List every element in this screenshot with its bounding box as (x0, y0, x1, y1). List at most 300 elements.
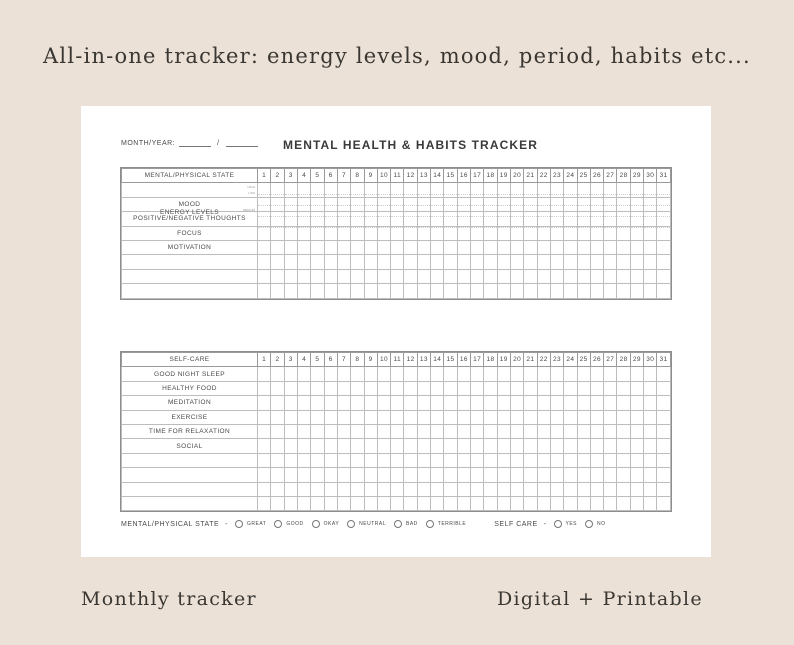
tracker-cell[interactable] (617, 284, 630, 298)
tracker-cell[interactable] (457, 453, 470, 467)
tracker-cell[interactable] (644, 240, 657, 254)
energy-cell[interactable] (324, 183, 337, 197)
tracker-cell[interactable] (564, 367, 577, 381)
tracker-cell[interactable] (311, 240, 324, 254)
tracker-cell[interactable] (377, 255, 390, 269)
tracker-cell[interactable] (337, 439, 350, 453)
tracker-cell[interactable] (471, 453, 484, 467)
tracker-cell[interactable] (537, 453, 550, 467)
tracker-cell[interactable] (524, 439, 537, 453)
tracker-cell[interactable] (524, 284, 537, 298)
tracker-cell[interactable] (351, 482, 364, 496)
tracker-cell[interactable] (297, 269, 310, 283)
tracker-cell[interactable] (484, 240, 497, 254)
tracker-cell[interactable] (297, 212, 310, 226)
tracker-cell[interactable] (417, 255, 430, 269)
tracker-cell[interactable] (617, 424, 630, 438)
tracker-cell[interactable] (524, 269, 537, 283)
tracker-cell[interactable] (271, 410, 284, 424)
tracker-cell[interactable] (324, 381, 337, 395)
tracker-cell[interactable] (484, 468, 497, 482)
tracker-cell[interactable] (590, 367, 603, 381)
tracker-cell[interactable] (417, 212, 430, 226)
tracker-cell[interactable] (604, 396, 617, 410)
tracker-cell[interactable] (258, 396, 271, 410)
tracker-cell[interactable] (351, 424, 364, 438)
tracker-cell[interactable] (297, 255, 310, 269)
tracker-cell[interactable] (604, 212, 617, 226)
tracker-cell[interactable] (417, 453, 430, 467)
tracker-cell[interactable] (351, 439, 364, 453)
tracker-cell[interactable] (258, 496, 271, 510)
energy-cell[interactable] (337, 183, 350, 197)
tracker-cell[interactable] (324, 240, 337, 254)
tracker-cell[interactable] (604, 468, 617, 482)
tracker-cell[interactable] (497, 439, 510, 453)
tracker-cell[interactable] (297, 284, 310, 298)
tracker-cell[interactable] (297, 496, 310, 510)
tracker-cell[interactable] (644, 284, 657, 298)
tracker-cell[interactable] (258, 240, 271, 254)
tracker-cell[interactable] (391, 453, 404, 467)
tracker-cell[interactable] (657, 453, 671, 467)
tracker-cell[interactable] (564, 439, 577, 453)
tracker-cell[interactable] (284, 284, 297, 298)
tracker-cell[interactable] (537, 367, 550, 381)
tracker-cell[interactable] (644, 453, 657, 467)
tracker-cell[interactable] (444, 240, 457, 254)
tracker-cell[interactable] (457, 284, 470, 298)
tracker-cell[interactable] (657, 482, 671, 496)
energy-cell[interactable] (590, 183, 603, 197)
tracker-cell[interactable] (577, 269, 590, 283)
tracker-cell[interactable] (284, 482, 297, 496)
tracker-cell[interactable] (564, 240, 577, 254)
tracker-cell[interactable] (258, 453, 271, 467)
tracker-cell[interactable] (644, 212, 657, 226)
tracker-cell[interactable] (417, 240, 430, 254)
tracker-cell[interactable] (377, 212, 390, 226)
tracker-cell[interactable] (471, 381, 484, 395)
energy-cell[interactable] (630, 183, 643, 197)
tracker-cell[interactable] (471, 255, 484, 269)
tracker-cell[interactable] (617, 367, 630, 381)
tracker-cell[interactable] (297, 424, 310, 438)
tracker-cell[interactable] (510, 367, 523, 381)
tracker-cell[interactable] (484, 396, 497, 410)
tracker-cell[interactable] (471, 482, 484, 496)
tracker-cell[interactable] (497, 240, 510, 254)
tracker-cell[interactable] (657, 367, 671, 381)
tracker-cell[interactable] (550, 496, 563, 510)
tracker-cell[interactable] (577, 212, 590, 226)
tracker-cell[interactable] (311, 381, 324, 395)
tracker-cell[interactable] (564, 255, 577, 269)
tracker-cell[interactable] (604, 410, 617, 424)
tracker-cell[interactable] (644, 482, 657, 496)
tracker-cell[interactable] (377, 410, 390, 424)
tracker-cell[interactable] (617, 468, 630, 482)
tracker-cell[interactable] (391, 212, 404, 226)
tracker-cell[interactable] (630, 212, 643, 226)
tracker-cell[interactable] (471, 284, 484, 298)
tracker-cell[interactable] (337, 381, 350, 395)
tracker-cell[interactable] (457, 439, 470, 453)
tracker-cell[interactable] (431, 482, 444, 496)
tracker-cell[interactable] (564, 396, 577, 410)
energy-cell[interactable] (457, 183, 470, 197)
tracker-cell[interactable] (590, 396, 603, 410)
tracker-cell[interactable] (271, 453, 284, 467)
tracker-cell[interactable] (284, 439, 297, 453)
tracker-cell[interactable] (337, 396, 350, 410)
energy-cell[interactable] (644, 183, 657, 197)
tracker-cell[interactable] (377, 439, 390, 453)
energy-cell[interactable] (537, 183, 550, 197)
tracker-cell[interactable] (431, 424, 444, 438)
tracker-cell[interactable] (497, 367, 510, 381)
tracker-cell[interactable] (617, 381, 630, 395)
tracker-cell[interactable] (417, 468, 430, 482)
tracker-cell[interactable] (497, 284, 510, 298)
tracker-cell[interactable] (471, 468, 484, 482)
tracker-cell[interactable] (324, 255, 337, 269)
tracker-cell[interactable] (471, 367, 484, 381)
tracker-cell[interactable] (364, 482, 377, 496)
tracker-cell[interactable] (284, 269, 297, 283)
tracker-cell[interactable] (297, 453, 310, 467)
tracker-cell[interactable] (644, 255, 657, 269)
tracker-cell[interactable] (590, 255, 603, 269)
tracker-cell[interactable] (484, 439, 497, 453)
tracker-cell[interactable] (644, 381, 657, 395)
tracker-cell[interactable] (324, 453, 337, 467)
energy-cell[interactable] (258, 183, 271, 197)
tracker-cell[interactable] (391, 240, 404, 254)
tracker-cell[interactable] (457, 381, 470, 395)
tracker-cell[interactable] (524, 396, 537, 410)
tracker-cell[interactable] (271, 496, 284, 510)
tracker-cell[interactable] (297, 396, 310, 410)
year-blank[interactable] (226, 141, 258, 147)
tracker-cell[interactable] (657, 424, 671, 438)
tracker-cell[interactable] (537, 212, 550, 226)
tracker-cell[interactable] (484, 496, 497, 510)
tracker-cell[interactable] (391, 468, 404, 482)
tracker-cell[interactable] (564, 269, 577, 283)
tracker-cell[interactable] (577, 367, 590, 381)
tracker-cell[interactable] (644, 496, 657, 510)
tracker-cell[interactable] (284, 424, 297, 438)
tracker-cell[interactable] (497, 381, 510, 395)
tracker-cell[interactable] (510, 496, 523, 510)
tracker-cell[interactable] (284, 367, 297, 381)
tracker-cell[interactable] (630, 381, 643, 395)
tracker-cell[interactable] (564, 424, 577, 438)
energy-cell[interactable] (497, 183, 510, 197)
tracker-cell[interactable] (431, 367, 444, 381)
tracker-cell[interactable] (337, 482, 350, 496)
tracker-cell[interactable] (271, 212, 284, 226)
energy-cell[interactable] (377, 183, 390, 197)
tracker-cell[interactable] (351, 269, 364, 283)
tracker-cell[interactable] (644, 424, 657, 438)
tracker-cell[interactable] (537, 381, 550, 395)
tracker-cell[interactable] (550, 453, 563, 467)
energy-cell[interactable] (284, 183, 297, 197)
tracker-cell[interactable] (564, 468, 577, 482)
tracker-cell[interactable] (351, 284, 364, 298)
tracker-cell[interactable] (311, 439, 324, 453)
tracker-cell[interactable] (524, 212, 537, 226)
tracker-cell[interactable] (404, 396, 417, 410)
tracker-cell[interactable] (577, 468, 590, 482)
tracker-cell[interactable] (524, 381, 537, 395)
tracker-cell[interactable] (258, 482, 271, 496)
tracker-cell[interactable] (404, 269, 417, 283)
tracker-cell[interactable] (258, 255, 271, 269)
tracker-cell[interactable] (391, 269, 404, 283)
energy-cell[interactable] (471, 183, 484, 197)
tracker-cell[interactable] (537, 482, 550, 496)
tracker-cell[interactable] (444, 453, 457, 467)
tracker-cell[interactable] (457, 410, 470, 424)
tracker-cell[interactable] (550, 212, 563, 226)
tracker-cell[interactable] (337, 424, 350, 438)
tracker-cell[interactable] (537, 468, 550, 482)
tracker-cell[interactable] (604, 496, 617, 510)
tracker-cell[interactable] (351, 367, 364, 381)
energy-cell[interactable] (657, 183, 671, 197)
tracker-cell[interactable] (630, 424, 643, 438)
tracker-cell[interactable] (550, 269, 563, 283)
tracker-cell[interactable] (404, 453, 417, 467)
energy-cell[interactable] (431, 183, 444, 197)
tracker-cell[interactable] (657, 284, 671, 298)
energy-cell[interactable] (351, 183, 364, 197)
tracker-cell[interactable] (484, 269, 497, 283)
tracker-cell[interactable] (524, 410, 537, 424)
tracker-cell[interactable] (537, 284, 550, 298)
tracker-cell[interactable] (537, 410, 550, 424)
tracker-cell[interactable] (471, 212, 484, 226)
tracker-cell[interactable] (351, 212, 364, 226)
tracker-cell[interactable] (590, 269, 603, 283)
tracker-cell[interactable] (444, 468, 457, 482)
tracker-cell[interactable] (590, 212, 603, 226)
tracker-cell[interactable] (510, 396, 523, 410)
tracker-cell[interactable] (537, 496, 550, 510)
tracker-cell[interactable] (484, 212, 497, 226)
tracker-cell[interactable] (604, 284, 617, 298)
tracker-cell[interactable] (457, 468, 470, 482)
tracker-cell[interactable] (377, 482, 390, 496)
tracker-cell[interactable] (364, 468, 377, 482)
tracker-cell[interactable] (271, 269, 284, 283)
energy-cell[interactable] (564, 183, 577, 197)
tracker-cell[interactable] (311, 255, 324, 269)
tracker-cell[interactable] (364, 284, 377, 298)
tracker-cell[interactable] (577, 410, 590, 424)
tracker-cell[interactable] (484, 381, 497, 395)
tracker-cell[interactable] (471, 240, 484, 254)
tracker-cell[interactable] (657, 396, 671, 410)
tracker-cell[interactable] (524, 482, 537, 496)
tracker-cell[interactable] (444, 381, 457, 395)
tracker-cell[interactable] (417, 410, 430, 424)
tracker-cell[interactable] (364, 439, 377, 453)
tracker-cell[interactable] (284, 410, 297, 424)
tracker-cell[interactable] (590, 482, 603, 496)
tracker-cell[interactable] (510, 240, 523, 254)
tracker-cell[interactable] (617, 212, 630, 226)
tracker-cell[interactable] (324, 496, 337, 510)
tracker-cell[interactable] (271, 468, 284, 482)
tracker-cell[interactable] (258, 468, 271, 482)
energy-cell[interactable] (484, 183, 497, 197)
tracker-cell[interactable] (324, 482, 337, 496)
tracker-cell[interactable] (537, 396, 550, 410)
tracker-cell[interactable] (577, 396, 590, 410)
tracker-cell[interactable] (630, 468, 643, 482)
tracker-cell[interactable] (550, 439, 563, 453)
tracker-cell[interactable] (510, 439, 523, 453)
tracker-cell[interactable] (391, 367, 404, 381)
tracker-cell[interactable] (577, 240, 590, 254)
tracker-cell[interactable] (337, 496, 350, 510)
energy-cell[interactable] (617, 183, 630, 197)
tracker-cell[interactable] (444, 212, 457, 226)
tracker-cell[interactable] (617, 496, 630, 510)
tracker-cell[interactable] (351, 381, 364, 395)
tracker-cell[interactable] (431, 496, 444, 510)
tracker-cell[interactable] (457, 240, 470, 254)
tracker-cell[interactable] (457, 482, 470, 496)
tracker-cell[interactable] (351, 410, 364, 424)
tracker-cell[interactable] (258, 269, 271, 283)
tracker-cell[interactable] (497, 410, 510, 424)
tracker-cell[interactable] (644, 439, 657, 453)
tracker-cell[interactable] (377, 284, 390, 298)
tracker-cell[interactable] (417, 396, 430, 410)
tracker-cell[interactable] (510, 453, 523, 467)
tracker-cell[interactable] (564, 381, 577, 395)
tracker-cell[interactable] (550, 367, 563, 381)
tracker-cell[interactable] (311, 496, 324, 510)
tracker-cell[interactable] (657, 439, 671, 453)
tracker-cell[interactable] (364, 255, 377, 269)
tracker-cell[interactable] (524, 240, 537, 254)
tracker-cell[interactable] (457, 496, 470, 510)
tracker-cell[interactable] (577, 439, 590, 453)
tracker-cell[interactable] (644, 269, 657, 283)
tracker-cell[interactable] (657, 496, 671, 510)
tracker-cell[interactable] (324, 439, 337, 453)
tracker-cell[interactable] (564, 212, 577, 226)
tracker-cell[interactable] (524, 367, 537, 381)
tracker-cell[interactable] (364, 367, 377, 381)
tracker-cell[interactable] (550, 410, 563, 424)
energy-cell[interactable] (604, 183, 617, 197)
tracker-cell[interactable] (471, 439, 484, 453)
tracker-cell[interactable] (484, 453, 497, 467)
tracker-cell[interactable] (657, 240, 671, 254)
energy-cell[interactable] (364, 183, 377, 197)
tracker-cell[interactable] (377, 381, 390, 395)
tracker-cell[interactable] (364, 410, 377, 424)
tracker-cell[interactable] (391, 284, 404, 298)
tracker-cell[interactable] (630, 284, 643, 298)
tracker-cell[interactable] (630, 453, 643, 467)
tracker-cell[interactable] (337, 240, 350, 254)
tracker-cell[interactable] (550, 396, 563, 410)
tracker-cell[interactable] (337, 255, 350, 269)
tracker-cell[interactable] (284, 381, 297, 395)
tracker-cell[interactable] (284, 255, 297, 269)
tracker-cell[interactable] (391, 424, 404, 438)
tracker-cell[interactable] (431, 240, 444, 254)
tracker-cell[interactable] (258, 212, 271, 226)
tracker-cell[interactable] (657, 212, 671, 226)
tracker-cell[interactable] (630, 439, 643, 453)
tracker-cell[interactable] (271, 284, 284, 298)
tracker-cell[interactable] (484, 424, 497, 438)
tracker-cell[interactable] (471, 424, 484, 438)
tracker-cell[interactable] (484, 410, 497, 424)
tracker-cell[interactable] (377, 269, 390, 283)
tracker-cell[interactable] (524, 453, 537, 467)
tracker-cell[interactable] (297, 439, 310, 453)
tracker-cell[interactable] (537, 424, 550, 438)
energy-cell[interactable] (550, 183, 563, 197)
tracker-cell[interactable] (604, 255, 617, 269)
tracker-cell[interactable] (630, 496, 643, 510)
tracker-cell[interactable] (391, 396, 404, 410)
tracker-cell[interactable] (404, 284, 417, 298)
tracker-cell[interactable] (431, 396, 444, 410)
tracker-cell[interactable] (284, 496, 297, 510)
tracker-cell[interactable] (550, 381, 563, 395)
tracker-cell[interactable] (617, 255, 630, 269)
tracker-cell[interactable] (271, 255, 284, 269)
tracker-cell[interactable] (457, 367, 470, 381)
tracker-cell[interactable] (417, 381, 430, 395)
tracker-cell[interactable] (364, 496, 377, 510)
tracker-cell[interactable] (577, 284, 590, 298)
tracker-cell[interactable] (431, 284, 444, 298)
tracker-cell[interactable] (351, 396, 364, 410)
tracker-cell[interactable] (630, 240, 643, 254)
tracker-cell[interactable] (524, 424, 537, 438)
tracker-cell[interactable] (471, 269, 484, 283)
tracker-cell[interactable] (471, 396, 484, 410)
tracker-cell[interactable] (537, 439, 550, 453)
tracker-cell[interactable] (590, 453, 603, 467)
tracker-cell[interactable] (604, 269, 617, 283)
tracker-cell[interactable] (311, 367, 324, 381)
tracker-cell[interactable] (284, 212, 297, 226)
tracker-cell[interactable] (577, 496, 590, 510)
tracker-cell[interactable] (324, 367, 337, 381)
tracker-cell[interactable] (337, 410, 350, 424)
tracker-cell[interactable] (497, 396, 510, 410)
tracker-cell[interactable] (444, 439, 457, 453)
tracker-cell[interactable] (377, 453, 390, 467)
tracker-cell[interactable] (284, 396, 297, 410)
tracker-cell[interactable] (404, 496, 417, 510)
tracker-cell[interactable] (471, 496, 484, 510)
tracker-cell[interactable] (590, 468, 603, 482)
